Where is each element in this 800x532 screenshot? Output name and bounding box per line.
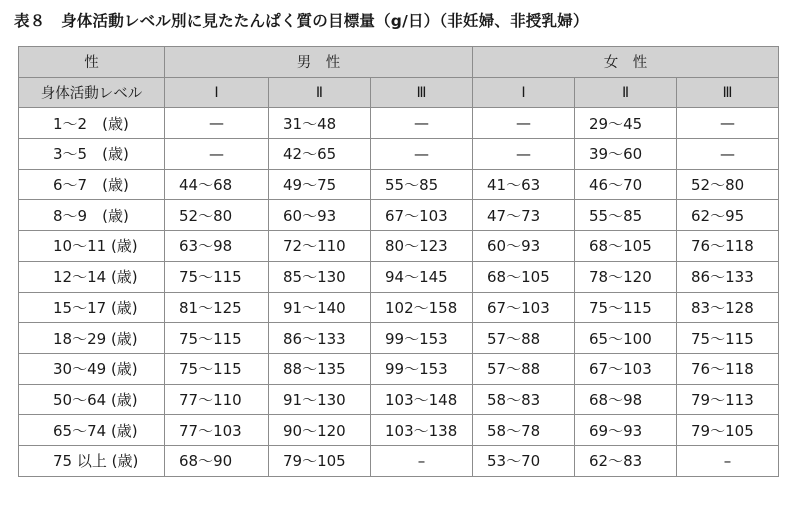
header-male-level-3: Ⅲ	[371, 77, 473, 108]
value-cell: —	[165, 108, 269, 139]
value-cell: 68～90	[165, 445, 269, 476]
value-cell: —	[677, 108, 779, 139]
value-cell: 77～103	[165, 415, 269, 446]
value-cell: –	[677, 445, 779, 476]
value-cell: 58～78	[473, 415, 575, 446]
age-group-cell: 18～29 (歳)	[19, 323, 165, 354]
value-cell: 75～115	[165, 261, 269, 292]
value-cell: 52～80	[677, 169, 779, 200]
value-cell: 72～110	[269, 231, 371, 262]
value-cell: 102～158	[371, 292, 473, 323]
value-cell: 94～145	[371, 261, 473, 292]
value-cell: 86～133	[677, 261, 779, 292]
header-female-level-1: Ⅰ	[473, 77, 575, 108]
value-cell: 76～118	[677, 353, 779, 384]
value-cell: 65～100	[575, 323, 677, 354]
value-cell: 88～135	[269, 353, 371, 384]
table-title: 表８ 身体活動レベル別に見たたんぱく質の目標量（g/日）（非妊婦、非授乳婦）	[14, 12, 589, 30]
value-cell: 77～110	[165, 384, 269, 415]
value-cell: 46～70	[575, 169, 677, 200]
value-cell: 62～95	[677, 200, 779, 231]
table-row	[19, 108, 779, 139]
value-cell: 79～113	[677, 384, 779, 415]
header-female-level-2: Ⅱ	[575, 77, 677, 108]
age-group-cell: 65～74 (歳)	[19, 415, 165, 446]
table-row	[19, 231, 779, 262]
value-cell: 68～105	[473, 261, 575, 292]
table-row	[19, 169, 779, 200]
value-cell: 60～93	[269, 200, 371, 231]
value-cell: 79～105	[269, 445, 371, 476]
value-cell: 29～45	[575, 108, 677, 139]
table-row	[19, 200, 779, 231]
value-cell: –	[371, 445, 473, 476]
value-cell: 78～120	[575, 261, 677, 292]
header-activity-level-label: 身体活動レベル	[19, 77, 165, 108]
value-cell: 55～85	[575, 200, 677, 231]
value-cell: 68～98	[575, 384, 677, 415]
value-cell: 52～80	[165, 200, 269, 231]
value-cell: 49～75	[269, 169, 371, 200]
value-cell: 75～115	[165, 353, 269, 384]
table-row	[19, 353, 779, 384]
value-cell: 67～103	[575, 353, 677, 384]
age-group-cell: 1～2 (歳)	[19, 108, 165, 139]
value-cell: 83～128	[677, 292, 779, 323]
value-cell: 75～115	[165, 323, 269, 354]
value-cell: 75～115	[677, 323, 779, 354]
value-cell: 42～65	[269, 139, 371, 170]
value-cell: 68～105	[575, 231, 677, 262]
value-cell: 75～115	[575, 292, 677, 323]
value-cell: 85～130	[269, 261, 371, 292]
age-group-cell: 8～9 (歳)	[19, 200, 165, 231]
header-row-activity-level	[19, 77, 779, 108]
value-cell: 90～120	[269, 415, 371, 446]
header-sex-label: 性	[19, 47, 165, 78]
table-row	[19, 139, 779, 170]
value-cell: 76～118	[677, 231, 779, 262]
header-male: 男 性	[165, 47, 473, 78]
age-group-cell: 6～7 (歳)	[19, 169, 165, 200]
value-cell: 63～98	[165, 231, 269, 262]
value-cell: 31～48	[269, 108, 371, 139]
value-cell: 67～103	[371, 200, 473, 231]
age-group-cell: 10～11 (歳)	[19, 231, 165, 262]
table-row	[19, 445, 779, 476]
value-cell: 91～130	[269, 384, 371, 415]
value-cell: 80～123	[371, 231, 473, 262]
value-cell: 99～153	[371, 323, 473, 354]
table-row	[19, 261, 779, 292]
value-cell: 57～88	[473, 353, 575, 384]
header-row-sex	[19, 47, 779, 78]
value-cell: 69～93	[575, 415, 677, 446]
value-cell: 79～105	[677, 415, 779, 446]
value-cell: —	[165, 139, 269, 170]
value-cell: 81～125	[165, 292, 269, 323]
header-female: 女 性	[473, 47, 779, 78]
value-cell: 103～148	[371, 384, 473, 415]
value-cell: 86～133	[269, 323, 371, 354]
value-cell: 47～73	[473, 200, 575, 231]
value-cell: —	[473, 139, 575, 170]
age-group-cell: 30～49 (歳)	[19, 353, 165, 384]
value-cell: 58～83	[473, 384, 575, 415]
value-cell: 99～153	[371, 353, 473, 384]
age-group-cell: 50～64 (歳)	[19, 384, 165, 415]
value-cell: 103～138	[371, 415, 473, 446]
header-male-level-2: Ⅱ	[269, 77, 371, 108]
value-cell: 39～60	[575, 139, 677, 170]
value-cell: 67～103	[473, 292, 575, 323]
value-cell: 41～63	[473, 169, 575, 200]
table-row	[19, 415, 779, 446]
value-cell: 53～70	[473, 445, 575, 476]
value-cell: —	[473, 108, 575, 139]
table-row	[19, 323, 779, 354]
age-group-cell: 75 以上 (歳)	[19, 445, 165, 476]
value-cell: —	[371, 108, 473, 139]
age-group-cell: 15～17 (歳)	[19, 292, 165, 323]
table-row	[19, 384, 779, 415]
value-cell: 60～93	[473, 231, 575, 262]
value-cell: 62～83	[575, 445, 677, 476]
age-group-cell: 12～14 (歳)	[19, 261, 165, 292]
protein-target-table	[18, 46, 779, 477]
age-group-cell: 3～5 (歳)	[19, 139, 165, 170]
value-cell: —	[371, 139, 473, 170]
value-cell: 91～140	[269, 292, 371, 323]
header-female-level-3: Ⅲ	[677, 77, 779, 108]
value-cell: 44～68	[165, 169, 269, 200]
header-male-level-1: Ⅰ	[165, 77, 269, 108]
value-cell: 55～85	[371, 169, 473, 200]
value-cell: 57～88	[473, 323, 575, 354]
table-row	[19, 292, 779, 323]
value-cell: —	[677, 139, 779, 170]
